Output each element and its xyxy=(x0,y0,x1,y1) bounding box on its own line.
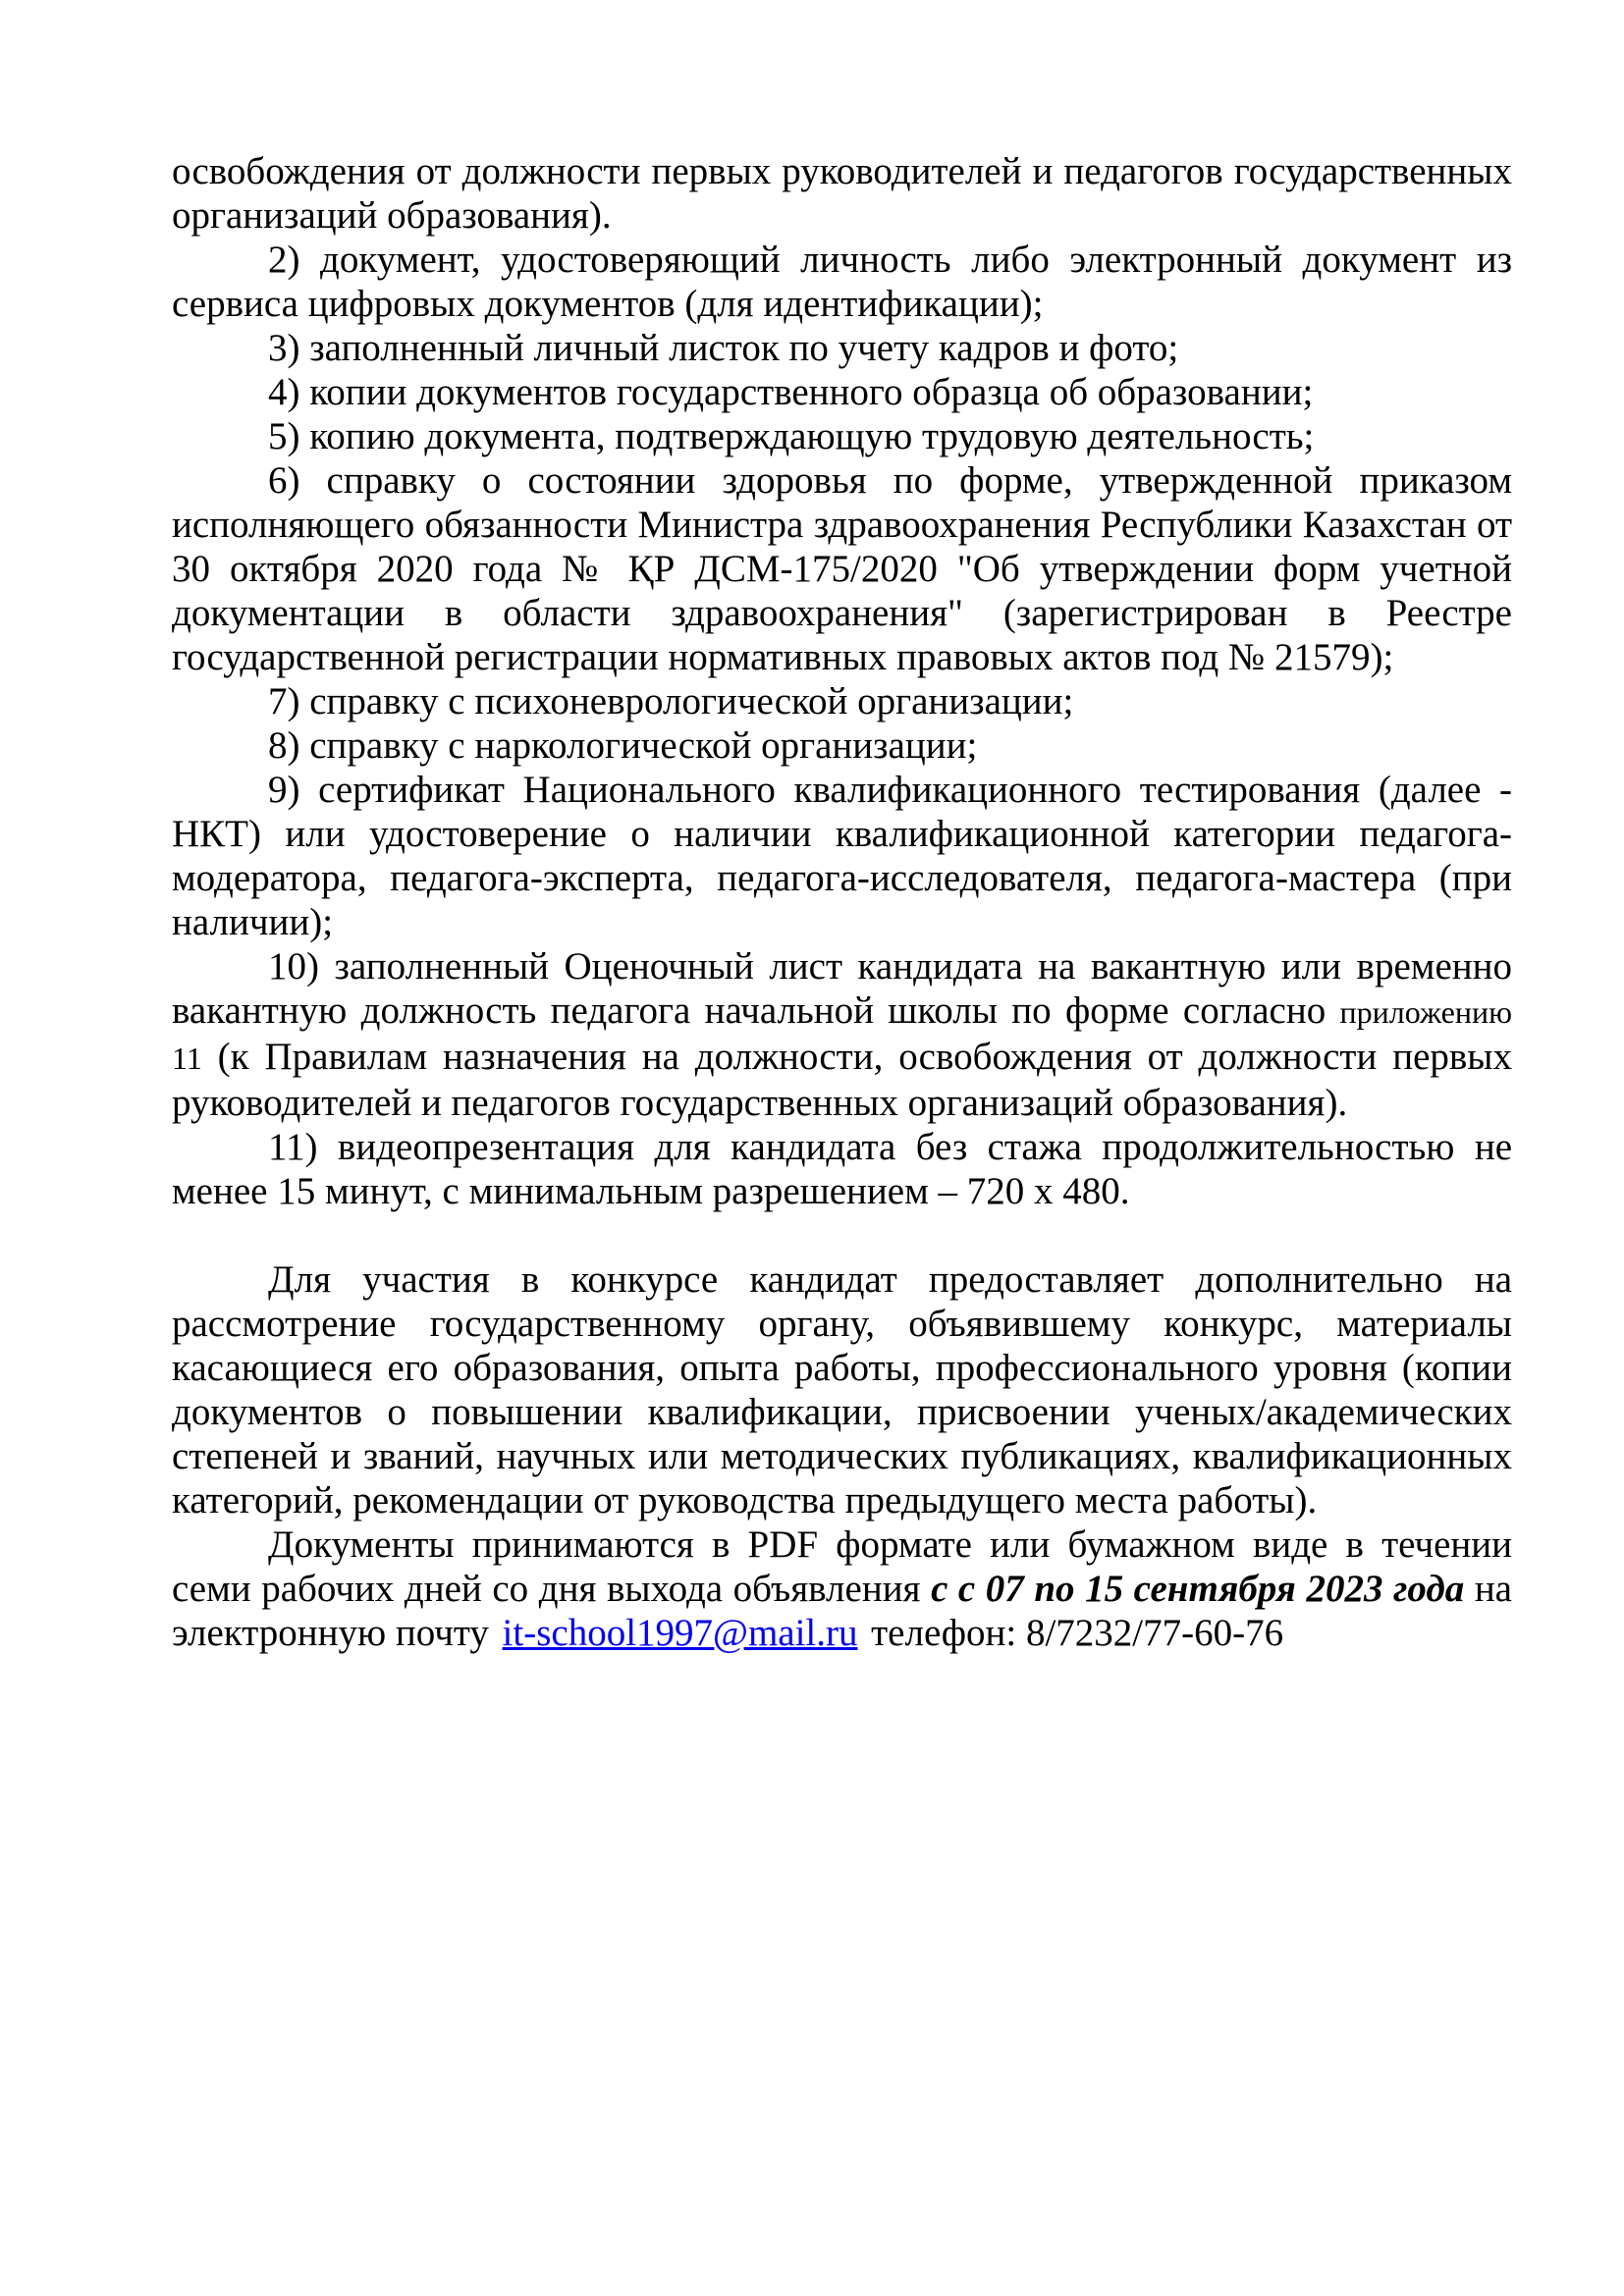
list-item-10-text-before: 10) заполненный Оценочный лист кандидата на вакантную или временно вакантную должность педагога начальной школы по форме согласно xyxy=(172,945,1512,1032)
list-item-2: 2) документ, удостоверяющий личность либо электронный документ из сервиса цифровых документов (для идентификации); xyxy=(172,239,1512,325)
list-item-7: 7) справку с психоневрологической организации; xyxy=(268,680,1074,722)
submission-text-mid: на электронную почту xyxy=(172,1568,1512,1654)
list-item-10 xyxy=(172,944,1512,1125)
appendix-reference: приложению 11 xyxy=(172,994,1512,1076)
submission-date-range: с с 07 по 15 сентября 2023 года xyxy=(931,1568,1465,1610)
list-item-8: 8) справку с наркологической организации; xyxy=(268,724,978,767)
submission-phone-text: телефон: 8/7232/77-60-76 xyxy=(871,1612,1284,1654)
paragraph-additional-materials: Для участия в конкурсе кандидат предоставляет дополнительно на рассмотрение государственному органу, объявившему конкурс, материалы касающиеся его образования, опыта работы, профессионального уровня (копии документов о повышении квалификации, присвоении ученых/академических степеней и званий, научных или методических публикациях, квалификационных категорий, рекомендации от руководства предыдущего места работы). xyxy=(172,1258,1512,1522)
submission-text-lead: Документы принимаются в PDF формате или бумажном виде в течении семи рабочих дней со дня выхода объявления xyxy=(172,1523,1512,1610)
list-item-10-text-after: (к Правилам назначения на должности, освобождения от должности первых руководителей и педагогов государственных организаций образования). xyxy=(172,1036,1512,1124)
list-item-11: 11) видеопрезентация для кандидата без стажа продолжительностью не менее 15 минут, с минимальным разрешением – 720 х 480. xyxy=(172,1126,1512,1212)
list-item-9: 9) сертификат Национального квалификационного тестирования (далее - НКТ) или удостоверение о наличии квалификационной категории педагога-модератора, педагога-эксперта, педагога-исследователя, педагога-мастера (при наличии); xyxy=(172,769,1512,943)
list-item-4: 4) копии документов государственного образца об образовании; xyxy=(268,371,1314,413)
list-item-6: 6) справку о состоянии здоровья по форме, утвержденной приказом исполняющего обязанности Министра здравоохранения Республики Казахстан от 30 октября 2020 года № ҚР ДСМ-175/2020 "Об утверждении форм учетной документации в области здравоохранения" (зарегистрирован в Реестре государственной регистрации нормативных правовых актов под № 21579); xyxy=(172,459,1512,678)
email-link[interactable]: it-school1997@mail.ru xyxy=(502,1612,858,1654)
paragraph-continuation: освобождения от должности первых руководителей и педагогов государственных организаций образования). xyxy=(172,150,1512,237)
paragraph-submission xyxy=(172,1522,1512,1655)
list-item-5: 5) копию документа, подтверждающую трудовую деятельность; xyxy=(268,415,1315,457)
list-item-3: 3) заполненный личный листок по учету кадров и фото; xyxy=(268,327,1179,369)
